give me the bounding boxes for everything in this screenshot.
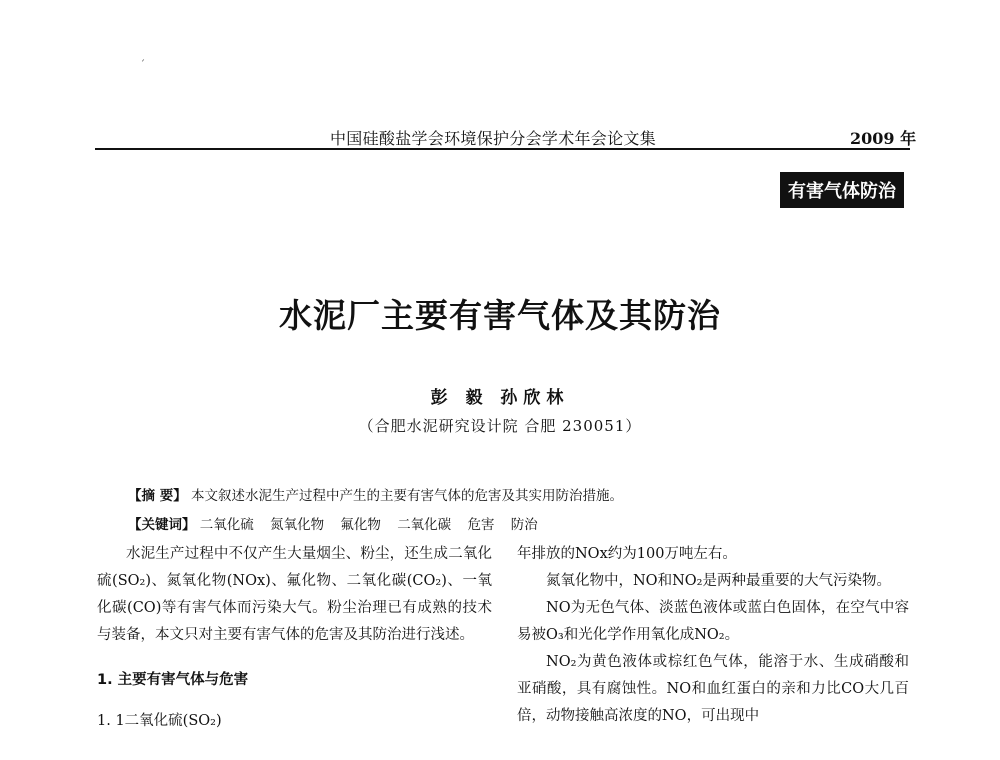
stray-mark: ˊ	[140, 60, 145, 71]
keyword: 氮氧化物	[270, 517, 325, 533]
keyword: 氟化物	[340, 517, 381, 533]
left-column	[97, 541, 492, 735]
abstract-label: 【摘 要】	[128, 488, 187, 504]
header-rule	[95, 148, 910, 150]
keywords-label: 【关键词】	[128, 517, 196, 533]
keyword: 二氧化硫	[199, 517, 254, 533]
keyword: 二氧化碳	[397, 517, 452, 533]
journal-title: 中国硅酸盐学会环境保护分会学术年会论文集	[330, 129, 657, 148]
section-tag: 有害气体防治	[780, 172, 904, 208]
paragraph: 氮氧化物中，NO和NO₂是两种最重要的大气污染物。	[546, 573, 891, 589]
paragraph: NO₂为黄色液体或棕红色气体，能溶于水、生成硝酸和亚硝酸，具有腐蚀性。NO和血红蛋白的亲和力比CO大几百倍，动物接触高浓度的NO，可出现中	[517, 654, 909, 724]
section-heading: 1. 主要有害气体与危害	[97, 672, 249, 688]
keyword: 危害	[467, 517, 495, 533]
authors: 彭 毅 孙欣林	[430, 388, 570, 408]
affiliation: （合肥水泥研究设计院 合肥 230051）	[358, 417, 642, 435]
abstract	[128, 484, 623, 504]
paragraph: NO为无色气体、淡蓝色液体或蓝白色固体，在空气中容易被O₃和光化学作用氧化成NO₂。	[517, 600, 909, 643]
right-column	[517, 541, 909, 730]
paragraph: 年排放的NOx约为100万吨左右。	[517, 546, 737, 562]
intro-paragraph: 水泥生产过程中不仅产生大量烟尘、粉尘，还生成二氧化硫(SO₂)、氮氧化物(NOx)、氟化物、二氧化碳(CO₂)、一氧化碳(CO)等有害气体而污染大气。粉尘治理已有成熟的技术与装备，本文只对主要有害气体的危害及其防治进行浅述。	[97, 546, 492, 643]
paper-title: 水泥厂主要有害气体及其防治	[279, 296, 721, 335]
journal-year: 2009 年	[850, 129, 917, 148]
keywords	[128, 513, 550, 533]
keyword: 防治	[510, 517, 538, 533]
subsection-heading: 1. 1二氧化硫(SO₂)	[97, 713, 222, 729]
abstract-text: 本文叙述水泥生产过程中产生的主要有害气体的危害及其实用防治措施。	[191, 488, 623, 504]
